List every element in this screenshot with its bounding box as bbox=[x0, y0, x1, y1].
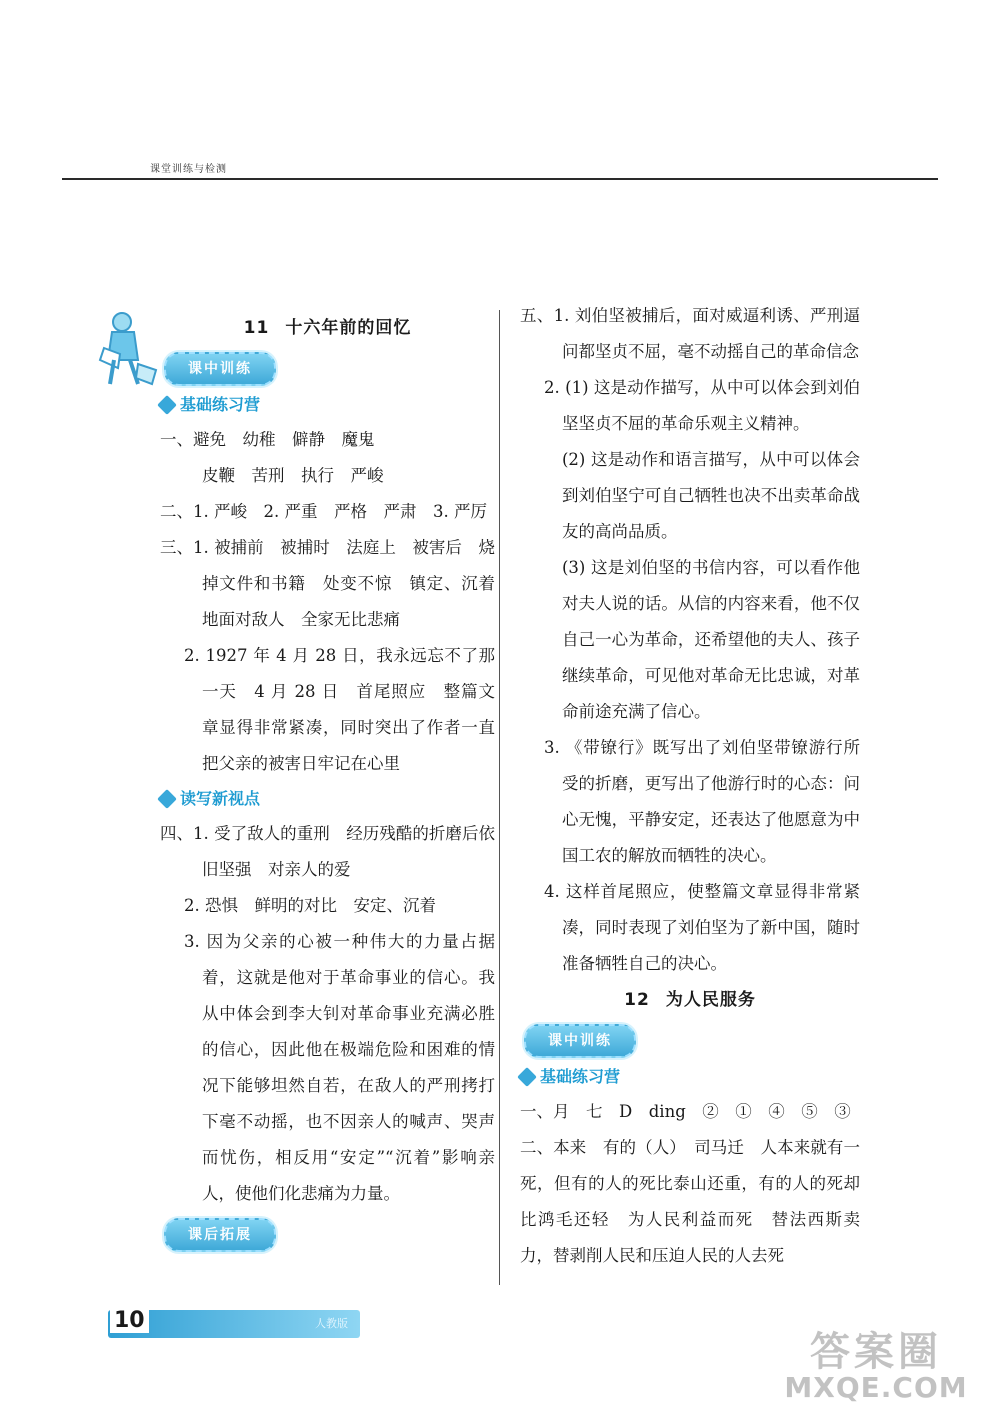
section-heading: 基础练习营 bbox=[160, 388, 495, 422]
answer-1a: 一、避免 幼稚 僻静 魔鬼 bbox=[160, 430, 375, 449]
answer-5-2a: 2. (1) 这是动作描写，从中可以体会到刘伯坚坚贞不屈的革命乐观主义精神。 bbox=[544, 378, 860, 433]
footer-label: 人教版 bbox=[315, 1317, 348, 1330]
left-column bbox=[160, 310, 495, 1254]
lesson-11-title bbox=[160, 310, 495, 346]
running-head: 课堂训练与检测 bbox=[150, 164, 227, 175]
answer-12-1: 一、月 七 D ding ② ① ④ ⑤ ③ bbox=[520, 1102, 851, 1121]
after-class-badge: 课后拓展 bbox=[164, 1218, 276, 1252]
section-heading: 基础练习营 bbox=[520, 1060, 860, 1094]
in-class-badge: 课中训练 bbox=[164, 352, 276, 386]
answer-5-4: 4. 这样首尾照应，使整篇文章显得非常紧凑，同时表现了刘伯坚为了新中国，随时准备牺牲自己的决心。 bbox=[544, 882, 860, 973]
answer-4-1: 四、1. 受了敌人的重刑 经历残酷的折磨后依旧坚强 对亲人的爱 bbox=[160, 824, 495, 879]
answer-3-1: 三、1. 被捕前 被捕时 法庭上 被害后 烧掉文件和书籍 处变不惊 镇定、沉着地面对敌人 全家无比悲痛 bbox=[160, 538, 495, 629]
lesson-12-title bbox=[520, 982, 860, 1018]
lesson-name: 为人民服务 bbox=[665, 990, 756, 1010]
column-divider bbox=[499, 310, 500, 1285]
answer-4-3: 3. 因为父亲的心被一种伟大的力量占据着，这就是他对于革命事业的信心。我从中体会到李大钊对革命事业充满必胜的信心，因此他在极端危险和困难的情况下能够坦然自若，在敌人的严刑拷打下毫不动摇，也不因亲人的喊声、哭声而忧伤，相反用“安定”“沉着”影响亲人，使他们化悲痛为力量。 bbox=[184, 932, 495, 1203]
right-column bbox=[520, 298, 860, 1274]
section-diamond-icon bbox=[157, 789, 177, 809]
answer-3-2: 2. 1927 年 4 月 28 日，我永远忘不了那一天 4 月 28 日 首尾照应 整篇文章显得非常紧凑，同时突出了作者一直把父亲的被害日牢记在心里 bbox=[184, 646, 495, 773]
section-diamond-icon bbox=[517, 1067, 537, 1087]
header-rule bbox=[62, 178, 938, 180]
lesson-number: 11 bbox=[243, 318, 270, 338]
answer-5-2c: (3) 这是刘伯坚的书信内容，可以看作他对夫人说的话。从信的内容来看，他不仅自己一心为革命，还希望他的夫人、孩子继续革命，可见他对革命无比忠诚，对革命前途充满了信心。 bbox=[562, 558, 860, 721]
answer-5-2b: (2) 这是动作和语言描写，从中可以体会到刘伯坚宁可自己牺牲也决不出卖革命战友的高尚品质。 bbox=[562, 450, 860, 541]
answer-5-3: 3. 《带镣行》既写出了刘伯坚带镣游行所受的折磨，更写出了他游行时的心态：问心无愧，平静安定，还表达了他愿意为中国工农的解放而牺牲的决心。 bbox=[544, 738, 860, 865]
answer-5-1: 五、1. 刘伯坚被捕后，面对威逼利诱、严刑逼问都坚贞不屈，毫不动摇自己的革命信念 bbox=[520, 306, 860, 361]
watermark-text: 答案圈 bbox=[810, 1329, 942, 1375]
watermark-url: MXQE.COM bbox=[784, 1371, 968, 1404]
answer-4-2: 2. 恐惧 鲜明的对比 安定、沉着 bbox=[184, 896, 436, 915]
in-class-badge: 课中训练 bbox=[524, 1024, 636, 1058]
section-diamond-icon bbox=[157, 395, 177, 415]
page-number: 10 bbox=[110, 1308, 149, 1333]
answer-12-2: 二、本来 有的（人） 司马迁 人本来就有一死，但有的人的死比泰山还重，有的人的死却比鸿毛还轻 为人民利益而死 替法西斯卖力，替剥削人民和压迫人民的人去死 bbox=[520, 1138, 860, 1265]
answer-2: 二、1. 严峻 2. 严重 严格 严肃 3. 严厉 bbox=[160, 502, 487, 521]
lesson-name: 十六年前的回忆 bbox=[285, 318, 412, 338]
lesson-number: 12 bbox=[624, 990, 650, 1010]
section-heading: 读写新视点 bbox=[160, 782, 495, 816]
reading-child-icon bbox=[98, 308, 160, 390]
watermark bbox=[776, 1320, 976, 1406]
answer-1b: 皮鞭 苦刑 执行 严峻 bbox=[202, 466, 384, 485]
